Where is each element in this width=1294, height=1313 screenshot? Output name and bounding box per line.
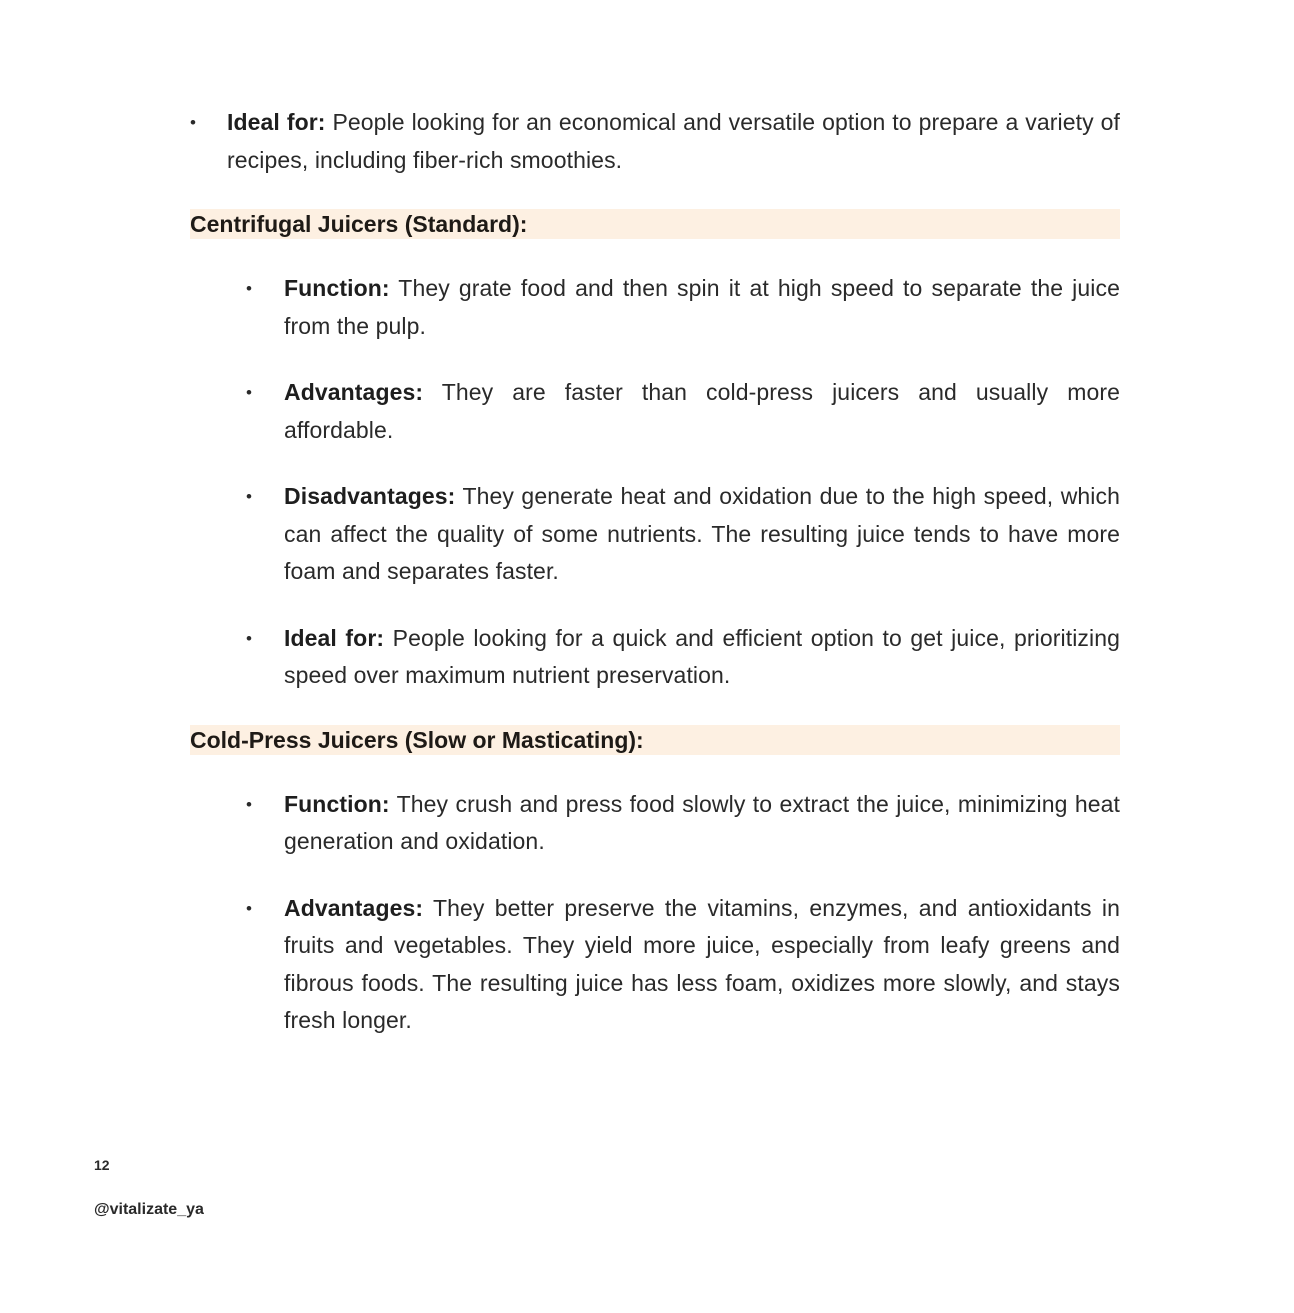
bullet-icon: • — [246, 628, 253, 648]
item-text: People looking for a quick and efficient option to get juice, prioritizing speed over maximum nutrient preservation. — [284, 624, 1121, 688]
list-item — [190, 890, 1120, 1040]
bullet-icon: • — [246, 279, 253, 298]
section-heading-cold-press: Cold-Press Juicers (Slow or Masticating): — [190, 725, 1120, 755]
item-label: Disadvantages: — [284, 483, 456, 509]
item-text: They better preserve the vitamins, enzymes, and antioxidants in fruits and vegetables. They yield more juice, especially from leafy greens and fibrous foods. The resulting juice has less foam, oxidizes more slowly, and stays fresh longer. — [284, 894, 1120, 1033]
bullet-icon: • — [246, 383, 253, 402]
list-item — [190, 270, 1120, 345]
item-label: Ideal for: — [284, 624, 385, 651]
item-label: Ideal for: — [227, 109, 326, 135]
item-label: Advantages: — [284, 894, 424, 921]
footer-handle: @vitalizate_ya — [94, 1201, 204, 1218]
item-label: Function: — [284, 275, 390, 301]
bullet-icon: • — [190, 113, 197, 132]
page-number: 12 — [94, 1157, 110, 1173]
list-item — [190, 374, 1120, 449]
item-text: They are faster than cold-press juicers and usually more affordable. — [284, 379, 1120, 443]
item-label: Function: — [284, 790, 390, 817]
list-item — [190, 786, 1120, 861]
page-content — [190, 104, 1120, 1040]
item-text: They crush and press food slowly to extract the juice, minimizing heat generation and oxidation. — [284, 790, 1120, 854]
item-text: People looking for an economical and versatile option to prepare a variety of recipes, including fiber-rich smoothies. — [227, 109, 1120, 173]
item-text: They generate heat and oxidation due to the high speed, which can affect the quality of some nutrients. The resulting juice tends to have more foam and separates faster. — [284, 483, 1120, 584]
list-item — [190, 620, 1120, 695]
list-item — [190, 104, 1120, 179]
list-item — [190, 478, 1120, 591]
item-text: They grate food and then spin it at high speed to separate the juice from the pulp. — [284, 275, 1120, 339]
section-heading-centrifugal: Centrifugal Juicers (Standard): — [190, 209, 1120, 239]
bullet-icon: • — [246, 487, 253, 506]
bullet-icon: • — [246, 898, 253, 918]
item-label: Advantages: — [284, 379, 424, 405]
bullet-icon: • — [246, 794, 253, 814]
